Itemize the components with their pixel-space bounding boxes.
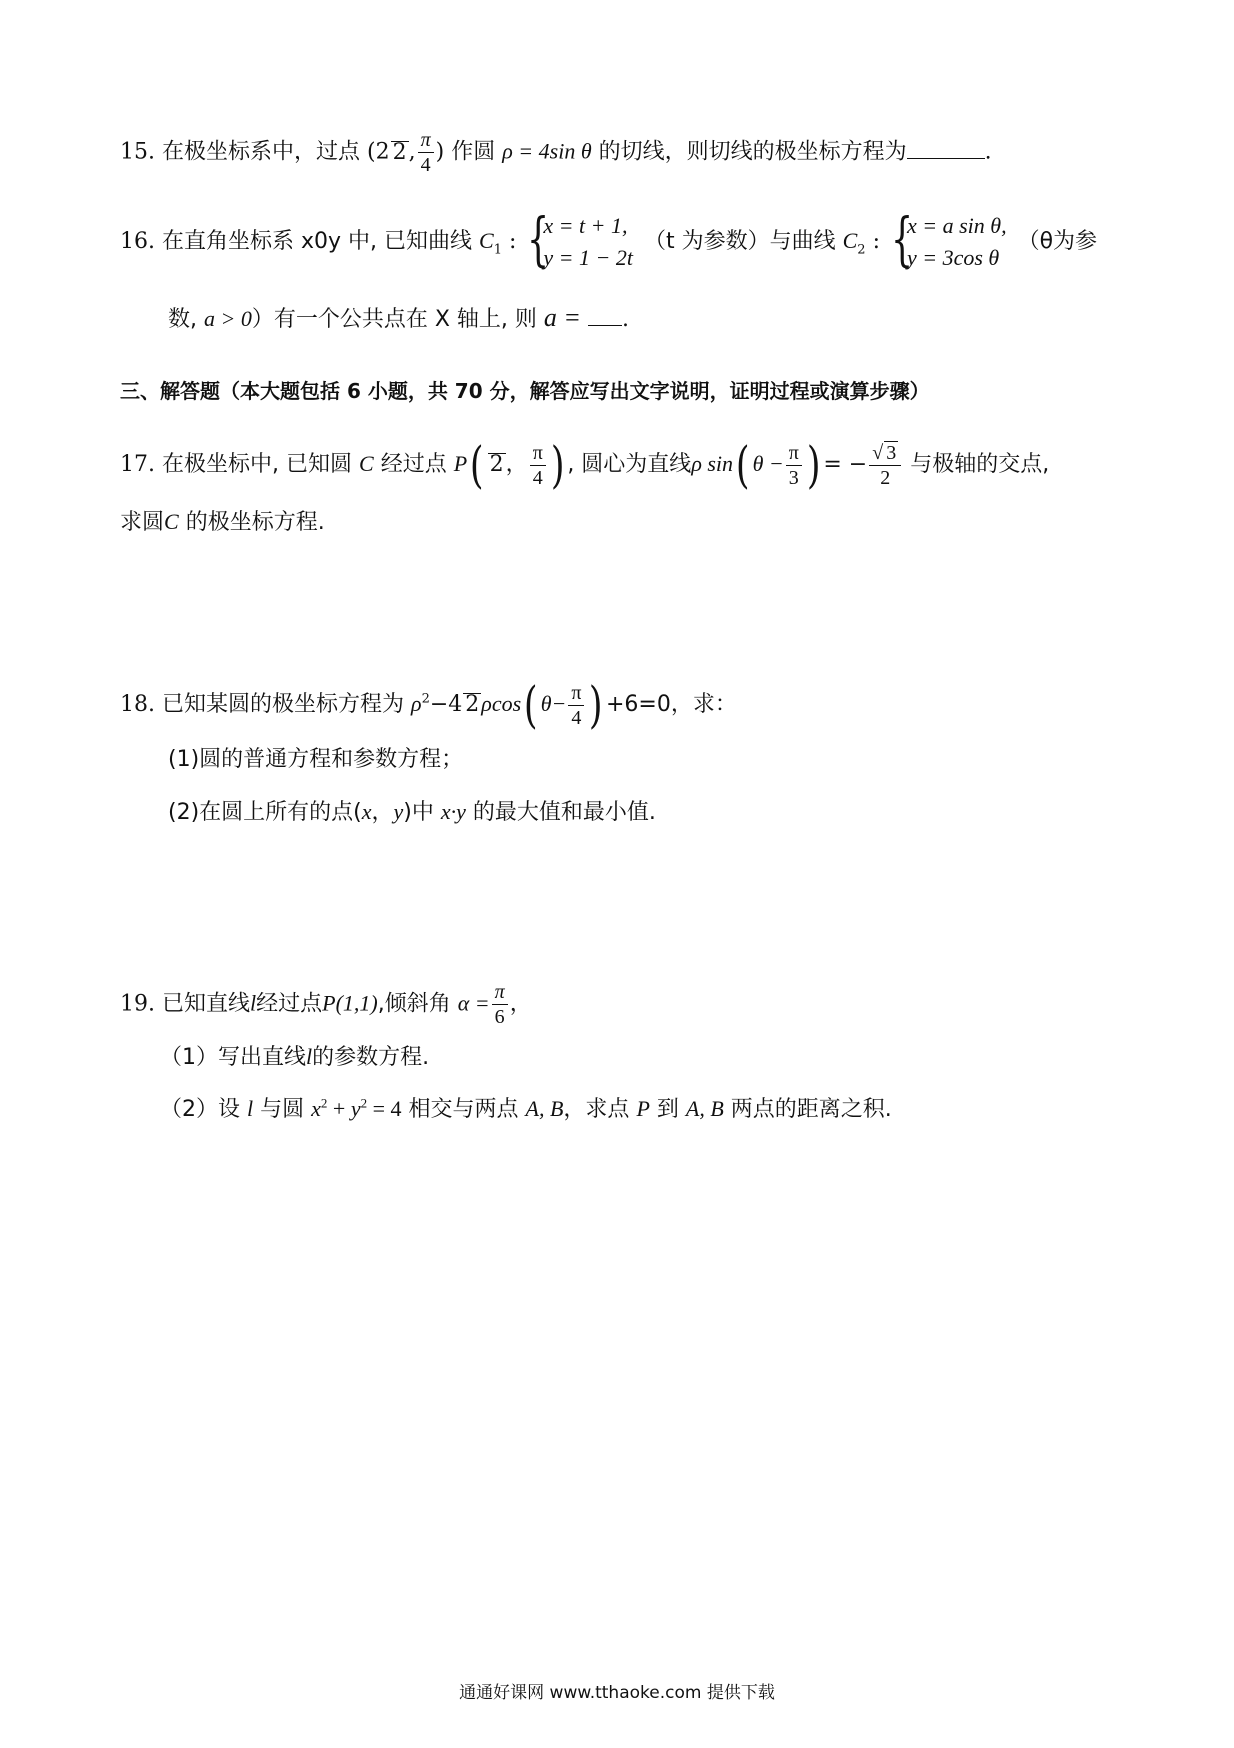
question-text: 经过点 (256, 991, 323, 1017)
equation-system (527, 205, 633, 274)
fraction (492, 980, 508, 1029)
equation: = − (823, 452, 868, 477)
variable-x: x (361, 799, 372, 824)
equation-theta: θ − (752, 451, 784, 476)
point-close: ) (435, 139, 445, 165)
system-row: x = a sin θ, (907, 213, 1007, 238)
question-number: 18. (120, 692, 155, 717)
fraction-numerator: √ 3 (869, 441, 901, 466)
sub-text: 两点的距离之积. (730, 1097, 892, 1122)
section-title: 三、解答题（本大题包括 6 小题，共 70 分，解答应写出文字说明，证明过程或演算步骤） (120, 379, 930, 403)
question-text: 数, (168, 307, 197, 332)
question-text: 已知某圆的极坐标方程为 (162, 692, 405, 717)
question-text: 与极轴的交点, (910, 452, 1050, 477)
question-number: 19. (120, 991, 155, 1017)
equation: ρcos (481, 691, 522, 716)
variable-x: x (311, 1096, 321, 1121)
point-p: P (636, 1096, 650, 1121)
sub-question-2 (168, 795, 656, 826)
sqrt-value: 2 (465, 692, 480, 717)
paren-open-icon: ( (470, 436, 484, 494)
sub-text: (2)在圆上所有的点( (168, 800, 362, 825)
question-18 (120, 676, 737, 734)
question-16 (120, 205, 1098, 274)
fraction-denominator: 3 (788, 466, 799, 489)
equals: = 4 (367, 1096, 402, 1121)
question-19 (120, 980, 532, 1029)
question-text: ）有一个公共点在 X 轴上, 则 (251, 307, 537, 332)
fraction-denominator: 4 (571, 706, 582, 729)
points-ab: A, B (525, 1096, 564, 1121)
sub-text: 的参数方程. (312, 1045, 430, 1070)
blank-end: . (984, 139, 992, 165)
line-name: l (247, 1096, 254, 1121)
variable-y: y (393, 799, 404, 824)
fraction-denominator: 2 (880, 466, 891, 489)
sqrt-value: 3 (886, 441, 897, 464)
sub-text: 到 (656, 1097, 679, 1122)
equation: ρ (411, 691, 422, 716)
sub-text: （1）写出直线 (160, 1045, 306, 1070)
system-row: y = 3cos θ (907, 245, 1000, 270)
question-text: ， (509, 991, 532, 1017)
question-text: 作圆 (451, 139, 496, 165)
paren-open-icon: ( (524, 676, 538, 734)
points-ab: A, B (685, 1096, 724, 1121)
curve-subscript: 2 (857, 242, 866, 258)
point-open: (2 (367, 139, 390, 165)
circle-name: C (359, 451, 374, 476)
superscript: 2 (360, 1095, 368, 1111)
fraction-numerator: π (568, 681, 584, 706)
paren-open-icon: ( (735, 436, 750, 494)
point-name: P (453, 451, 468, 476)
question-text: 求圆 (120, 510, 165, 535)
equation-system (891, 205, 1007, 274)
alpha: α = (457, 990, 490, 1016)
question-17 (120, 436, 1050, 494)
answer-blank (588, 325, 622, 326)
question-number: 17. (120, 452, 155, 477)
question-text: ,倾斜角 (377, 991, 451, 1017)
question-text: 经过点 (380, 452, 447, 477)
superscript: 2 (320, 1095, 328, 1111)
sqrt-value: 2 (392, 139, 407, 165)
brace-icon: { (527, 205, 550, 273)
question-text: 在直角坐标系 x0y 中, 已知曲线 (162, 229, 473, 254)
circle-name: C (164, 509, 179, 534)
question-text: 的切线，则切线的极坐标方程为 (598, 139, 907, 165)
fraction-denominator: 4 (420, 154, 431, 176)
question-text: 在极坐标中, 已知圆 (162, 452, 352, 477)
footer-text: 通通好课网 www.tthaoke.com 提供下载 (459, 1683, 775, 1703)
paren-close-icon: ) (550, 436, 565, 494)
sub-question-1: (1)圆的普通方程和参数方程； (168, 747, 464, 772)
line-name: l (306, 1044, 313, 1069)
product: x·y (440, 799, 466, 824)
point: P(1,1) (322, 990, 378, 1016)
system-row: x = t + 1, (543, 213, 628, 238)
variable: a = (543, 303, 581, 332)
colon: : (872, 229, 880, 254)
fraction-denominator: 4 (532, 466, 543, 489)
fraction (568, 681, 584, 730)
question-text: 已知直线 (162, 991, 251, 1017)
point-separator: , (408, 139, 416, 165)
brace-icon: { (891, 205, 914, 273)
question-text: （θ为参 (1017, 229, 1098, 254)
sub-text: )中 (403, 800, 434, 825)
fraction (530, 441, 546, 490)
fraction (869, 441, 901, 490)
question-text: 在极坐标系中，过点 (162, 139, 361, 165)
question-text: , 圆心为直线 (567, 452, 692, 477)
blank-end: . (621, 307, 629, 332)
fraction-denominator: 6 (494, 1006, 505, 1028)
superscript: 2 (421, 691, 430, 707)
question-16-continued (168, 302, 629, 333)
question-text: （t 为参数）与曲线 (643, 229, 836, 254)
condition: a > 0 (204, 306, 252, 331)
fraction-numerator: π (492, 980, 508, 1005)
equation-theta: θ− (540, 691, 567, 716)
curve-subscript: 1 (493, 242, 502, 258)
sub-text: ，求点 (563, 1097, 630, 1122)
sub-text: ， (371, 800, 394, 825)
fraction (418, 128, 434, 177)
question-text: 的极坐标方程. (185, 510, 325, 535)
paren-close-icon: ) (806, 436, 821, 494)
colon: : (508, 229, 517, 254)
sub-text: 相交与两点 (408, 1097, 519, 1122)
curve-name: C (479, 228, 494, 253)
question-17-continued (120, 505, 325, 536)
equation: ρ sin (691, 451, 734, 476)
system-row: y = 1 − 2t (543, 245, 633, 270)
sqrt-value: 2 (489, 452, 504, 477)
point-separator: ， (505, 452, 528, 477)
curve-name: C (842, 228, 858, 253)
equation: −4 (429, 692, 463, 717)
sub-question-1 (160, 1040, 429, 1071)
fraction-numerator: π (786, 441, 802, 466)
question-text: +6=0，求： (605, 692, 737, 717)
equation: ρ = 4sin θ (502, 138, 592, 164)
sub-text: 的最大值和最小值. (472, 800, 656, 825)
line-name: l (250, 990, 257, 1016)
fraction (786, 441, 802, 490)
question-number: 16. (120, 229, 155, 254)
question-number: 15. (120, 139, 155, 165)
sub-text: 与圆 (260, 1097, 305, 1122)
variable-y: y (350, 1096, 361, 1121)
question-15 (120, 128, 992, 177)
circle-equation (311, 1096, 401, 1121)
paren-close-icon: ) (589, 676, 604, 734)
sub-text: （2）设 (160, 1097, 240, 1122)
fraction-numerator: π (418, 128, 434, 153)
plus: + (327, 1096, 351, 1121)
answer-blank (907, 158, 985, 159)
sub-question-2 (160, 1092, 892, 1123)
fraction-numerator: π (530, 441, 546, 466)
